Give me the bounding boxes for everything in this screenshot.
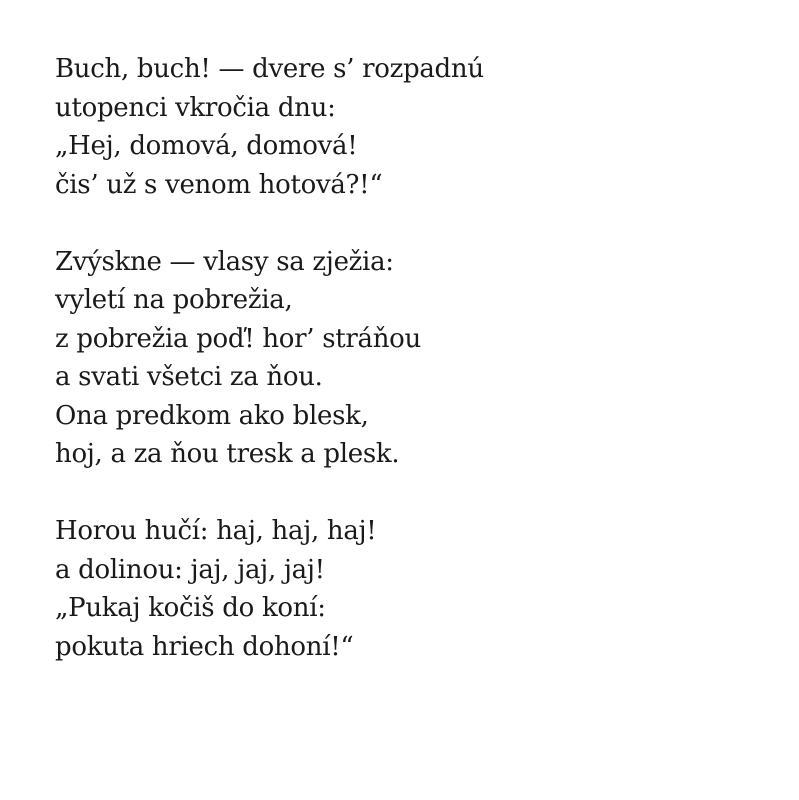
- poem-line: Buch, buch! — dvere s’ rozpadnú: [55, 54, 484, 84]
- poem-line: a svati všetci za ňou.: [55, 362, 323, 392]
- poem-line: hoj, a za ňou tresk a plesk.: [55, 439, 400, 469]
- poem-line: „Hej, domová, domová!: [55, 131, 358, 161]
- poem-line: vyletí na pobrežia,: [55, 285, 293, 315]
- poem-line: utopenci vkročia dnu:: [55, 92, 336, 123]
- poem-line: čis’ už s venom hotová?!“: [55, 169, 383, 200]
- stanza-1: [55, 50, 484, 204]
- stanza-3: [55, 512, 484, 666]
- poem-text: [55, 50, 484, 666]
- poem-line: a dolinou: jaj, jaj, jaj!: [55, 554, 325, 585]
- poem-line: „Pukaj kočiš do koní:: [55, 593, 326, 623]
- poem-line: z pobrežia poď! hor’ stráňou: [55, 323, 421, 354]
- poem-line: Ona predkom ako blesk,: [55, 400, 369, 431]
- poem-line: pokuta hriech dohoní!“: [55, 631, 354, 662]
- poem-line: Horou hučí: haj, haj, haj!: [55, 516, 377, 546]
- poem-line: Zvýskne — vlasy sa zježia:: [55, 246, 394, 277]
- stanza-2: [55, 243, 484, 474]
